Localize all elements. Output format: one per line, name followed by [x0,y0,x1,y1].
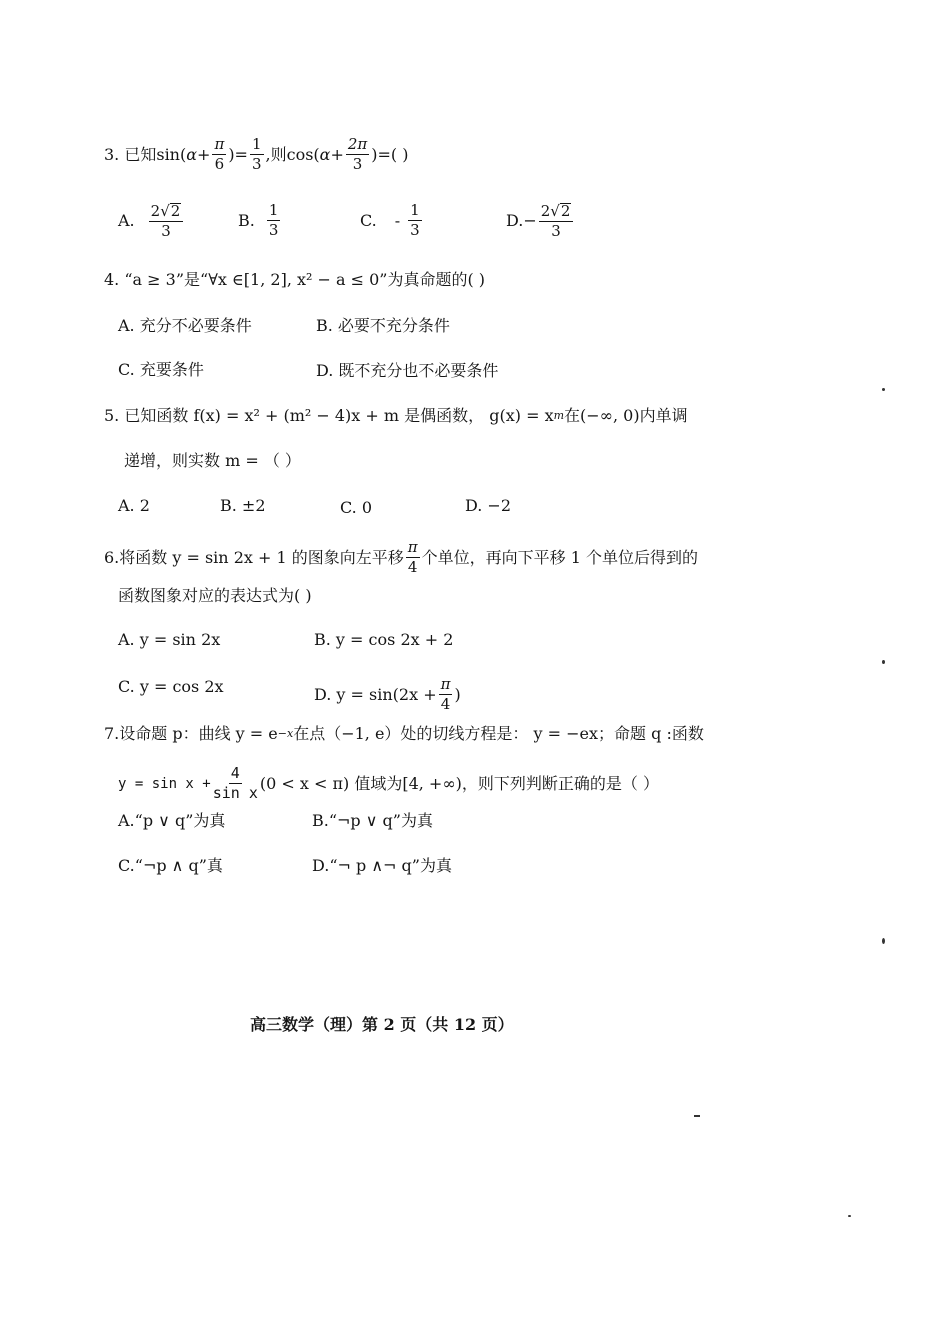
q3-d-frac [539,203,574,239]
q3-frac2-num: 1 [251,135,262,153]
q3-c-num: 1 [410,201,420,219]
q6-option-a: A. y = sin 2x [118,630,221,649]
q4-option-c: C. 充要条件 [118,360,204,379]
q5-option-b: B. ±2 [220,496,266,515]
q7-stem-line2 [118,766,659,801]
q3-mid: ,则cos( [265,144,320,164]
q7-frac-num: 4 [230,764,240,782]
q3-frac3-den: 3 [352,155,363,173]
q5-stem1-tail: 在(−∞, 0)内单调 [564,406,688,425]
q3-tail: )=( ) [371,144,409,164]
q7-option-a: A.“p ∨ q”为真 [118,811,226,830]
q7-stem-line1: 7.设命题 p：曲线 y = e −x 在点（−1, e）处的切线方程是： y = −ex；命题 q :函数 [104,724,704,743]
q6-d-frac [439,677,453,712]
q3-b-den: 3 [268,221,279,239]
q3-frac-1-3 [250,137,264,172]
q3-a-num [149,203,184,222]
q6-frac-pi-4 [406,540,420,575]
q3-frac3-num: 2π [347,135,368,153]
q3-option-a [118,203,185,239]
q7-stem1-pre: 7.设命题 p：曲线 y = e [104,724,278,743]
q7-option-b: B.“¬p ∨ q”为真 [312,811,433,830]
q3-plus: + [197,144,211,164]
q5-stem-line1: 5. 已知函数 f(x) = x² + (m² − 4)x + m 是偶函数， g(x) = x m 在(−∞, 0)内单调 [104,406,688,425]
q7-frac-4-sinx [213,766,258,801]
q7-stem1-post: 在点（−1, e）处的切线方程是： y = −ex；命题 q :函数 [293,724,704,743]
q6-option-d [314,677,461,712]
q4-option-b: B. 必要不充分条件 [316,316,450,335]
q3-c-label: C. [360,210,377,230]
q6-frac-num: π [407,538,418,556]
q3-b-frac [267,203,281,238]
q6-d-post: ) [454,684,461,704]
q7-frac-den: sin x [212,784,258,802]
q7-stem2-post: (0 < x < π) 值域为[4, +∞)，则下列判断正确的是（ ） [259,773,659,793]
q3-option-c [360,203,424,238]
q3-a-coef: 2 [150,202,161,220]
q3-d-num [539,203,574,222]
q7-stem2-pre: y = sin x + [118,775,211,792]
sqrt-icon: √ 2 [550,202,571,220]
scan-speck [694,1115,700,1117]
q3-alpha2: α [319,144,331,164]
q3-frac-pi-6 [212,137,226,172]
q6-d-den: 4 [440,695,451,713]
q5-stem1: 5. 已知函数 f(x) = x² + (m² − 4)x + m 是偶函数， g(x) = x [104,406,554,425]
q3-a-den: 3 [161,222,171,240]
q3-stem [104,137,409,172]
q3-stem-pre: 3. 已知sin( [104,144,187,164]
q3-eq: )= [228,144,248,164]
q5-option-a: A. 2 [118,496,150,515]
q3-d-rad: 2 [560,202,571,220]
q3-frac1-den: 6 [214,155,225,173]
q4-option-d: D. 既不充分也不必要条件 [316,361,499,380]
page-footer: 高三数学（理）第 2 页（共 12 页） [250,1015,514,1034]
q3-plus2: + [330,144,344,164]
q5-option-c: C. 0 [340,498,373,517]
scan-speck [882,938,885,944]
q3-d-den: 3 [551,222,561,240]
scan-speck [848,1215,851,1217]
q6-stem-line1 [104,540,698,575]
q6-option-c: C. y = cos 2x [118,677,224,696]
q3-c-frac [408,203,422,238]
scan-speck [882,660,885,664]
q5-stem-line2: 递增，则实数 m = （ ） [124,451,301,470]
q3-c-den: 3 [410,221,420,239]
q7-option-c: C.“¬p ∧ q”真 [118,856,223,875]
q3-c-sign: - [394,210,401,230]
q3-frac2-den: 3 [251,155,262,173]
q5-option-d: D. −2 [465,496,512,515]
q3-frac1-num: π [214,135,225,153]
q6-frac-den: 4 [407,558,418,576]
q4-stem: 4. “a ≥ 3”是“∀x ∈[1, 2], x² − a ≤ 0”为真命题的( ) [104,270,486,289]
q3-a-frac [149,203,184,239]
q7-option-d: D.“¬ p ∧¬ q”为真 [312,856,452,875]
q6-stem-line2: 函数图象对应的表达式为( ) [118,586,312,605]
q3-a-label: A. [118,211,135,230]
q6-stem1-pre: 6.将函数 y = sin 2x + 1 的图象向左平移 [104,547,404,567]
q6-stem1-post: 个单位，再向下平移 1 个单位后得到的 [421,547,698,567]
q6-d-num: π [440,675,451,693]
q3-b-label: B. [238,210,255,230]
q6-option-b: B. y = cos 2x + 2 [314,630,454,649]
q3-d-coef: 2 [540,202,551,220]
q6-d-pre: D. y = sin(2x + [314,684,437,704]
q3-b-num: 1 [268,201,279,219]
q3-option-d [506,203,575,239]
sqrt-icon: √ 2 [160,202,181,220]
q3-option-b [238,203,282,238]
q4-option-a: A. 充分不必要条件 [118,316,252,335]
q3-d-label: D.− [506,211,537,230]
q3-alpha: α [186,144,198,164]
scan-speck [882,388,885,391]
q3-a-rad: 2 [170,202,181,220]
q3-frac-2pi-3 [346,137,369,172]
